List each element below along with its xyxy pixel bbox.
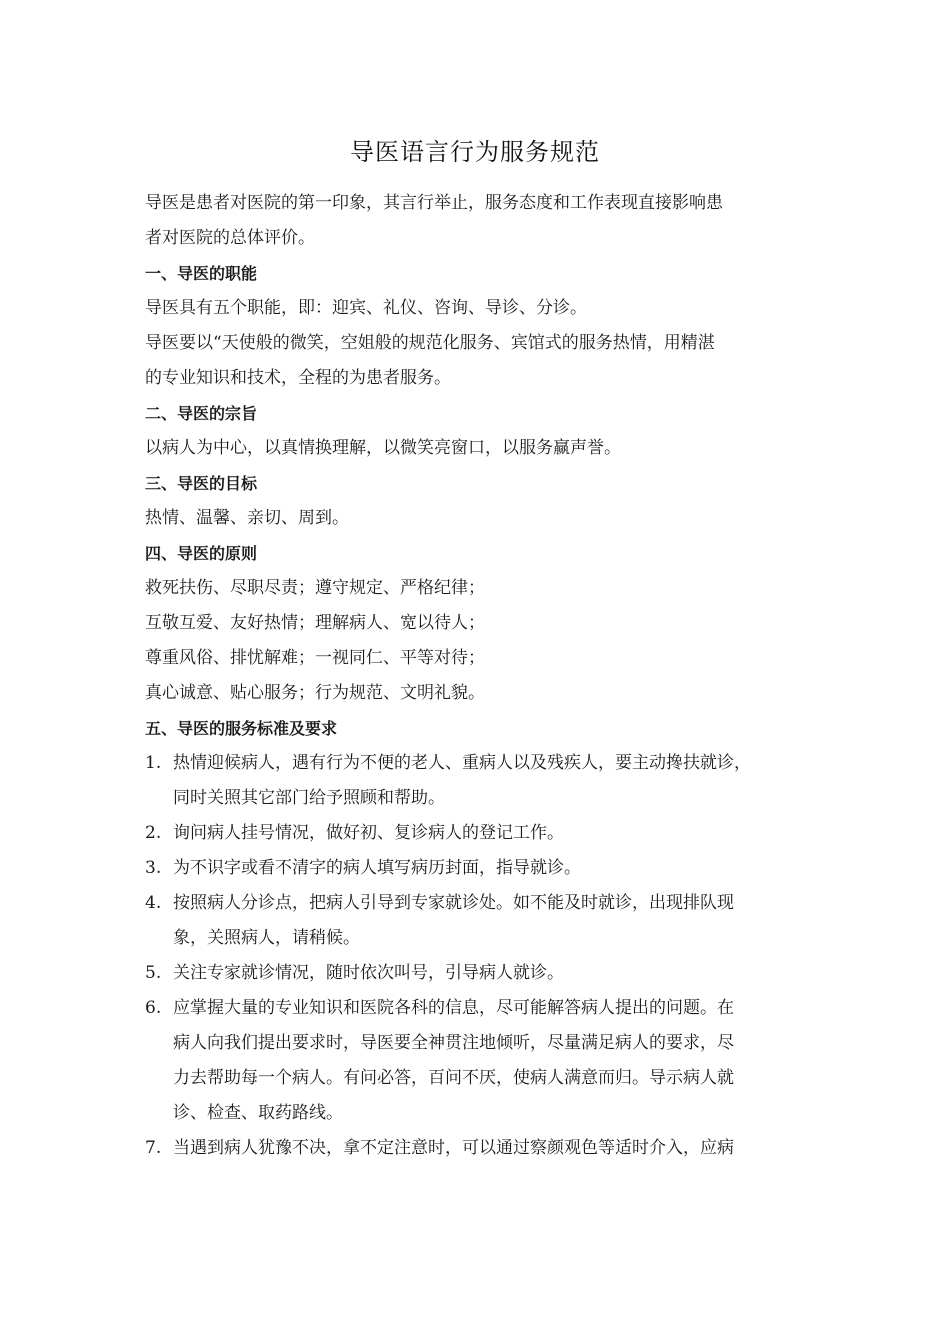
paragraph-line: 以病人为中心，以真情换理解，以微笑亮窗口，以服务赢声誉。 <box>145 438 621 458</box>
section-heading: 五、导医的服务标准及要求 <box>145 719 338 738</box>
list-item-line: 按照病人分诊点，把病人引导到专家就诊处。如不能及时就诊，出现排队现 <box>173 893 734 913</box>
list-item-line: 热情迎候病人，遇有行为不便的老人、重病人以及残疾人，要主动搀扶就诊， <box>173 753 751 773</box>
list-item-number: 4. <box>145 893 162 913</box>
list-item-line: 同时关照其它部门给予照顾和帮助。 <box>173 788 445 808</box>
list-item-number: 2. <box>145 823 162 843</box>
list-item-line: 诊、检查、取药路线。 <box>173 1103 343 1123</box>
paragraph-line: 热情、温馨、亲切、周到。 <box>145 508 349 528</box>
paragraph-line: 导医具有五个职能，即：迎宾、礼仪、咨询、导诊、分诊。 <box>145 298 587 318</box>
list-item <box>145 991 825 1131</box>
section-heading: 二、导医的宗旨 <box>145 404 258 423</box>
paragraph-line: 真心诚意、贴心服务；行为规范、文明礼貌。 <box>145 683 485 703</box>
list-item-line: 病人向我们提出要求时，导医要全神贯注地倾听，尽量满足病人的要求，尽 <box>173 1033 734 1053</box>
paragraph-line: 尊重风俗、排忧解难；一视同仁、平等对待； <box>145 648 485 668</box>
section-functions <box>145 256 825 396</box>
list-item-line: 当遇到病人犹豫不决，拿不定注意时，可以通过察颜观色等适时介入，应病 <box>173 1138 734 1158</box>
section-heading: 三、导医的目标 <box>145 474 258 493</box>
list-item-number: 1. <box>145 753 162 773</box>
section-standards <box>145 711 825 1166</box>
section-purpose <box>145 396 825 466</box>
list-item-line: 关注专家就诊情况，随时依次叫号，引导病人就诊。 <box>173 963 564 983</box>
list-item-line: 为不识字或看不清字的病人填写病历封面，指导就诊。 <box>173 858 581 878</box>
list-item <box>145 816 825 851</box>
section-heading: 一、导医的职能 <box>145 264 258 283</box>
list-item-number: 6. <box>145 998 162 1018</box>
paragraph-line: 的专业知识和技术，全程的为患者服务。 <box>145 368 451 388</box>
list-item-line: 应掌握大量的专业知识和医院各科的信息，尽可能解答病人提出的问题。在 <box>173 998 734 1018</box>
section-goal <box>145 466 825 536</box>
list-item <box>145 851 825 886</box>
paragraph-line: 导医要以“天使般的微笑，空姐般的规范化服务、宾馆式的服务热情，用精湛 <box>145 333 715 353</box>
intro-paragraph <box>145 186 825 256</box>
list-item-number: 7. <box>145 1138 162 1158</box>
document-title: 导医语言行为服务规范 <box>350 138 600 166</box>
intro-line: 者对医院的总体评价。 <box>145 228 315 248</box>
list-item-line: 询问病人挂号情况，做好初、复诊病人的登记工作。 <box>173 823 564 843</box>
list-item <box>145 956 825 991</box>
list-item-number: 3. <box>145 858 162 878</box>
list-item-line: 象，关照病人，请稍候。 <box>173 928 360 948</box>
list-item <box>145 886 825 956</box>
paragraph-line: 互敬互爱、友好热情；理解病人、宽以待人； <box>145 613 485 633</box>
list-item-number: 5. <box>145 963 162 983</box>
section-principles <box>145 536 825 711</box>
intro-line: 导医是患者对医院的第一印象，其言行举止，服务态度和工作表现直接影响患 <box>145 193 723 213</box>
section-heading: 四、导医的原则 <box>145 544 258 563</box>
document-body <box>145 186 825 1166</box>
paragraph-line: 救死扶伤、尽职尽责；遵守规定、严格纪律； <box>145 578 485 598</box>
list-item <box>145 746 825 816</box>
list-item <box>145 1131 825 1166</box>
list-item-line: 力去帮助每一个病人。有问必答，百问不厌，使病人满意而归。导示病人就 <box>173 1068 734 1088</box>
